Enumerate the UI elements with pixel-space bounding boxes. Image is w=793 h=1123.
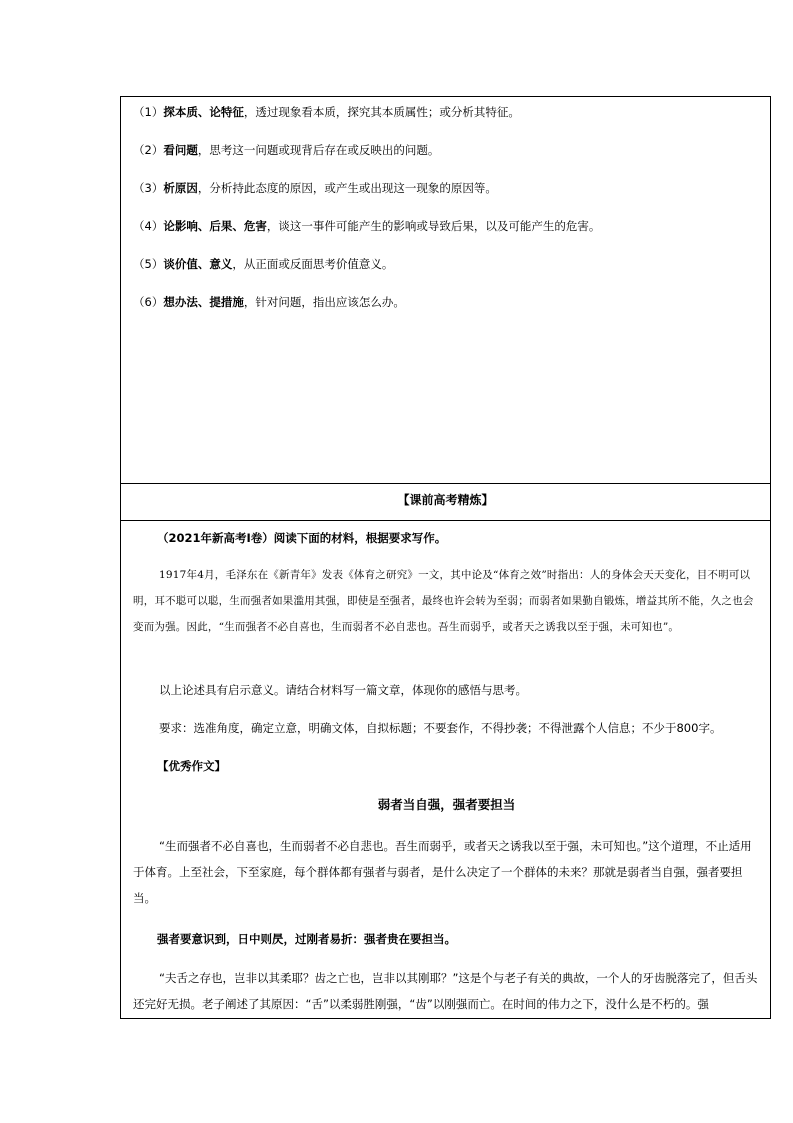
item-text: ，思考这一问题或现背后存在或反映出的问题。 [197, 143, 440, 157]
item-text: ，针对问题，指出应该怎么办。 [243, 295, 405, 309]
method-item-6 [133, 295, 405, 310]
item-term: 谈价值、意义 [163, 257, 233, 271]
item-term: 探本质、论特征 [163, 105, 244, 119]
document-table [120, 96, 771, 1019]
material-text: 1917年4月，毛泽东在《新青年》发表《体育之研究》一文，其中论及“体育之效”时指出：人的身体会天天变化，目不明可以明，耳不聪可以聪，生而强者如果滥用其强，即使是至强者，最终也许会转为至弱；而弱者如果勤自锻炼，增益其所不能，久之也会变而为强。因此，“生而强者不必自喜也，生而弱者不必自悲也。吾生而弱乎，或者天之诱我以至于强，未可知也”。 [133, 569, 754, 633]
section-header: 【课前高考精炼】 [397, 493, 494, 507]
essay-title: 弱者当自强，强者要担当 [377, 797, 516, 812]
essay-subheading: 强者要意识到，日中则昃，过刚者易折：强者贵在要担当。 [157, 932, 456, 946]
writing-prompt: 以上论述具有启示意义。请结合材料写一篇文章，体现你的感悟与思考。 [159, 683, 527, 697]
essay-paragraph-2: “夫舌之存也，岂非以其柔耶？齿之亡也，岂非以其刚耶？”这是个与老子有关的典故，一个人的牙齿脱落完了，但舌头还完好无损。老子阐述了其原因：“舌”以柔弱胜刚强，“齿”以刚强而亡。在时间的伟力之下，没什么是不朽的。强 [133, 971, 758, 1011]
item-term: 看问题 [163, 143, 198, 157]
item-number: （3） [133, 181, 164, 195]
exam-source: （2021年新高考Ⅰ卷）阅读下面的材料，根据要求写作。 [157, 531, 447, 545]
item-number: （1） [133, 105, 164, 119]
essay-label: 【优秀作文】 [157, 759, 226, 773]
row-divider [121, 483, 770, 484]
item-text: ，从正面或反面思考价值意义。 [232, 257, 394, 271]
item-term: 论影响、后果、危害 [163, 219, 267, 233]
method-item-4 [133, 219, 600, 234]
essay-paragraph-1: “生而强者不必自喜也，生而弱者不必自悲也。吾生而弱乎，或者天之诱我以至于强，未可知也。”这个道理，不止适用于体育。上至社会，下至家庭，每个群体都有强者与弱者，是什么决定了一个群体的未来？那就是弱者当自强，强者要担当。 [133, 839, 752, 905]
item-term: 析原因 [163, 181, 198, 195]
item-number: （6） [133, 295, 164, 309]
item-number: （5） [133, 257, 164, 271]
item-text: ，分析持此态度的原因，或产生或出现这一现象的原因等。 [197, 181, 497, 195]
method-item-1 [133, 105, 520, 120]
item-number: （4） [133, 219, 164, 233]
method-item-5 [133, 257, 393, 272]
item-term: 想办法、提措施 [163, 295, 244, 309]
item-text: ，谈这一事件可能产生的影响或导致后果，以及可能产生的危害。 [266, 219, 601, 233]
method-item-2 [133, 143, 439, 158]
requirements-text: 要求：选准角度，确定立意，明确文体，自拟标题；不要套作，不得抄袭；不得泄露个人信息；不少于800字。 [159, 721, 722, 735]
row-divider [121, 520, 770, 521]
item-number: （2） [133, 143, 164, 157]
item-text: ，透过现象看本质，探究其本质属性；或分析其特征。 [243, 105, 520, 119]
method-item-3 [133, 181, 497, 196]
